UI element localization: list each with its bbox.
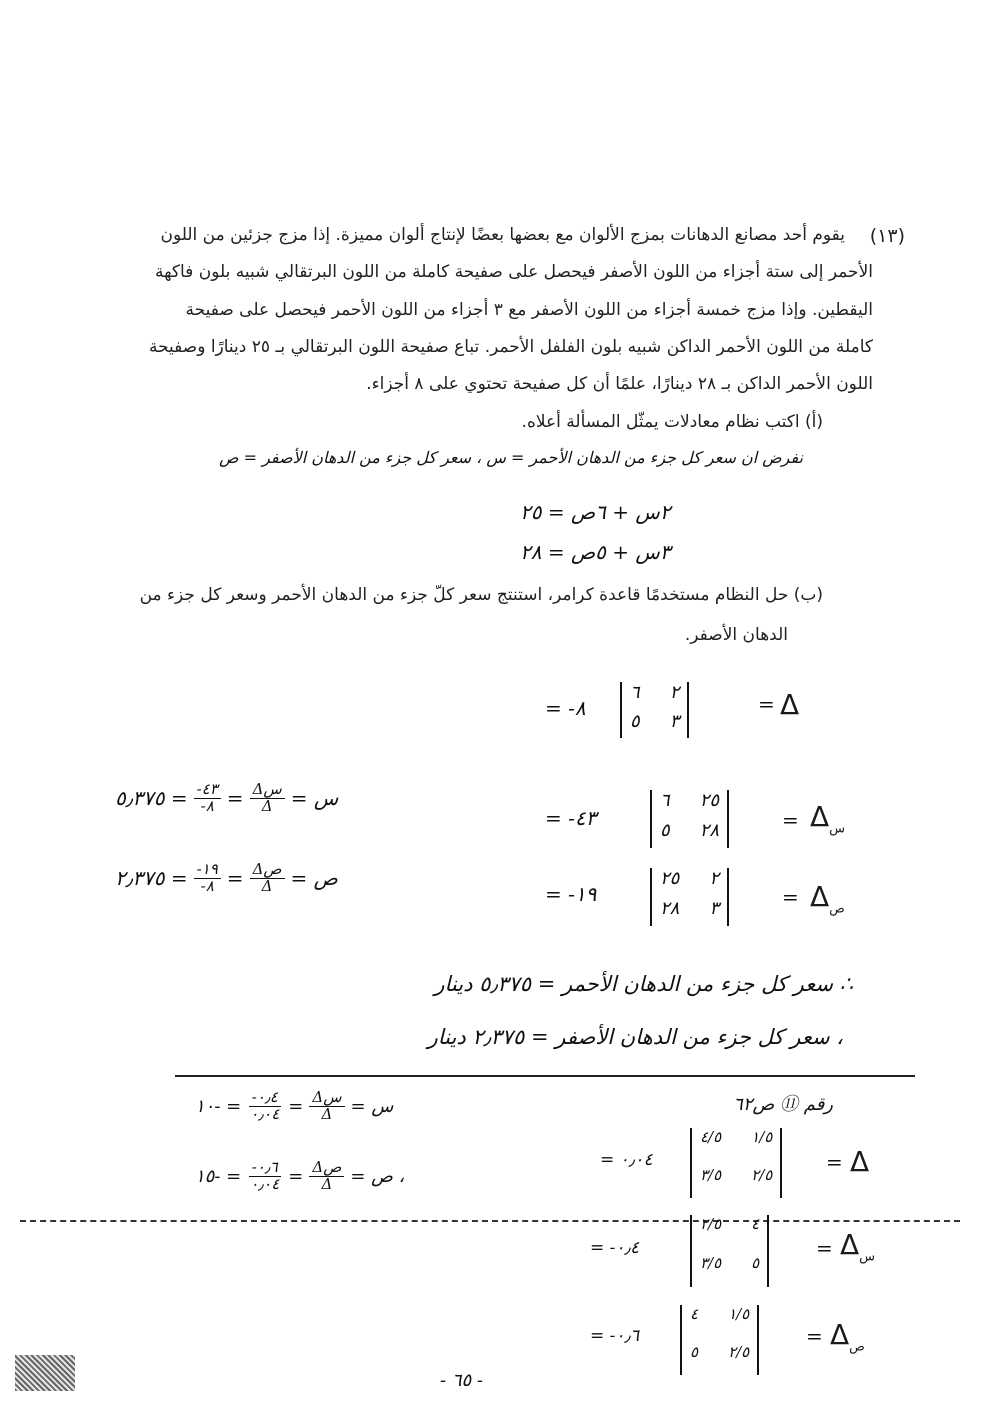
det-x-a22: ٥ [660, 820, 670, 841]
delta-y-equals: = [782, 885, 799, 909]
ex11-x-frac-numeric: $\frac{-٠٫٤}{٠٫٠٤}$ [250, 1088, 280, 1123]
det-y-a12: ٢٥ [660, 868, 680, 889]
ex11-det-x-a12: ٢/٥ [700, 1215, 722, 1233]
ex11-delta-symbol: Δ [850, 1145, 870, 1178]
delta-equals: = [758, 692, 775, 716]
dashed-divider [20, 1220, 960, 1222]
det-x-a12: ٦ [660, 790, 670, 811]
y-result: = ٢٫٣٧٥ [115, 866, 188, 891]
scan-stamp [15, 1355, 75, 1391]
det-main-a22: ٥ [630, 711, 640, 732]
ex11-determinant-main [690, 1128, 782, 1198]
ex11-det-y-a12: ٤ [690, 1305, 699, 1323]
ex11-determinant-y [680, 1305, 759, 1375]
ex11-det-y-a21: ٢/٥ [728, 1343, 750, 1361]
answer-a-assumption: نفرض ان سعر كل جزء من الدهان الأحمر = س ، سعر كل جزء من الدهان الأصفر = ص [219, 448, 803, 467]
det-y-value: = -١٩ [545, 882, 597, 906]
ex11-delta-y-equals: = [806, 1324, 823, 1348]
det-y-a21: ٣ [709, 898, 720, 919]
x-solution: = ٥٫٣٧٥ $\frac{-٤٣}{-٨}$ = $\frac{\text{Δس}}{\Delta}$ س = [115, 780, 339, 815]
ex11-x-frac-delta: $\frac{\text{Δس}}{\Delta}$ [309, 1090, 344, 1123]
problem-line-4: كاملة من اللون الأحمر الداكن شبيه بلون الفلفل الأحمر. تباع صفيحة اللون البرتقالي بـ ٢٥ دينارًا وصفيحة [148, 337, 873, 357]
det-x-value: = -٤٣ [545, 806, 597, 830]
ex11-det-main-a11: ١/٥ [751, 1128, 773, 1146]
ex11-delta-x-equals: = [816, 1236, 833, 1260]
ex11-det-main-a12: ٤/٥ [700, 1128, 722, 1146]
part-a-prompt: (أ) اكتب نظام معادلات يمثّل المسألة أعلاه. [521, 412, 823, 432]
determinant-y [650, 868, 729, 926]
ex11-delta-x-symbol: $\Delta_س$ [840, 1228, 876, 1265]
problem-line-5: اللون الأحمر الداكن بـ ٢٨ دينارًا، علمًا أن كل صفيحة تحتوي على ٨ أجزاء. [366, 374, 873, 394]
section-divider [175, 1075, 915, 1077]
conclusion-red: ∴ سعر كل جزء من الدهان الأحمر = ٥٫٣٧٥ دينار [434, 972, 853, 996]
page-number: - ٦٥ - [440, 1370, 483, 1391]
ex11-determinant-x [690, 1215, 769, 1287]
ex11-y-solution: = -١٥ $\frac{-٠٫٦}{٠٫٠٤}$ = $\frac{\text{Δص}}{\Delta}$ ، ص = [195, 1158, 405, 1193]
x-frac-numeric: $\frac{-٤٣}{-٨}$ [194, 782, 221, 815]
delta-y-symbol: $\Delta_ص$ [810, 880, 845, 917]
delta-symbol: Δ [780, 688, 800, 721]
problem-line-1: يقوم أحد مصانع الدهانات بمزج الألوان مع بعضها بعضًا لإنتاج ألوان مميزة. إذا مزج جزئين من اللون [160, 225, 845, 245]
determinant-main [620, 682, 689, 738]
ex11-det-main-a22: ٣/٥ [700, 1166, 722, 1184]
ex11-y-lhs: ، ص = [350, 1165, 405, 1187]
ex11-det-main-value: = ٠٫٠٤ [600, 1150, 653, 1170]
y-solution: = ٢٫٣٧٥ $\frac{-١٩}{-٨}$ = $\frac{\text{Δص}}{\Delta}$ ص = [115, 860, 338, 895]
ex11-x-lhs: س = [350, 1095, 394, 1117]
det-x-a21: ٢٨ [699, 820, 720, 841]
ex11-y-result: = -١٥ [195, 1165, 242, 1187]
x-frac-delta: $\frac{\text{Δس}}{\Delta}$ [250, 782, 285, 815]
ex11-det-x-a22: ٣/٥ [700, 1254, 722, 1272]
part-b-prompt-line-2: الدهان الأصفر. [684, 625, 788, 645]
det-x-a11: ٢٥ [699, 790, 720, 811]
det-y-a22: ٢٨ [660, 898, 680, 919]
ex11-det-x-a21: ٥ [751, 1254, 760, 1272]
problem-line-3: اليقطين. وإذا مزج خمسة أجزاء من اللون الأصفر مع ٣ أجزاء من اللون الأحمر فيحصل على صفيحة [185, 300, 873, 320]
ex11-det-y-a11: ١/٥ [728, 1305, 750, 1323]
determinant-x [650, 790, 729, 848]
x-result: = ٥٫٣٧٥ [115, 786, 188, 811]
y-lhs: ص = [290, 866, 338, 891]
delta-x-symbol: $\Delta_س$ [810, 800, 846, 837]
delta-x-equals: = [782, 808, 799, 832]
exercise-11-header: رقم ⑪ ص٦٢ [733, 1094, 833, 1115]
ex11-det-x-a11: ٤ [751, 1215, 760, 1233]
ex11-det-y-value: = -٠٫٦ [590, 1326, 640, 1346]
problem-number: (١٣) [869, 225, 905, 247]
ex11-delta-equals: = [826, 1150, 843, 1174]
ex11-y-frac-delta: $\frac{\text{Δص}}{\Delta}$ [309, 1160, 344, 1193]
ex11-y-frac-numeric: $\frac{-٠٫٦}{٠٫٠٤}$ [250, 1158, 280, 1193]
ex11-x-solution: = -١٠ $\frac{-٠٫٤}{٠٫٠٤}$ = $\frac{\text{Δس}}{\Delta}$ س = [195, 1088, 394, 1123]
ex11-det-main-a21: ٢/٥ [751, 1166, 773, 1184]
problem-line-2: الأحمر إلى ستة أجزاء من اللون الأصفر فيحصل على صفيحة كاملة من اللون البرتقالي شبيه بلون فاكهة [154, 262, 873, 282]
det-main-a11: ٢ [669, 682, 680, 703]
det-main-a21: ٣ [669, 711, 680, 732]
y-frac-delta: $\frac{\text{Δص}}{\Delta}$ [250, 862, 285, 895]
y-frac-numeric: $\frac{-١٩}{-٨}$ [194, 862, 221, 895]
ex11-det-y-a22: ٥ [690, 1343, 699, 1361]
det-main-value: = -٨ [545, 696, 586, 720]
ex11-x-result: = -١٠ [195, 1095, 242, 1117]
conclusion-yellow: ، سعر كل جزء من الدهان الأصفر = ٢٫٣٧٥ دينار [427, 1025, 843, 1049]
part-b-prompt-line-1: (ب) حل النظام مستخدمًا قاعدة كرامر، استنتج سعر كلّ جزء من الدهان الأحمر وسعر كل جزء من [139, 585, 823, 605]
ex11-delta-y-symbol: $\Delta_ص$ [830, 1318, 865, 1355]
x-lhs: س = [290, 786, 339, 811]
det-y-a11: ٢ [709, 868, 720, 889]
answer-a-eq2: ٣س + ٥ص = ٢٨ [520, 540, 671, 564]
ex11-det-x-value: = -٠٫٤ [590, 1238, 640, 1258]
det-main-a12: ٦ [630, 682, 640, 703]
answer-a-eq1: ٢س + ٦ص = ٢٥ [520, 500, 671, 524]
